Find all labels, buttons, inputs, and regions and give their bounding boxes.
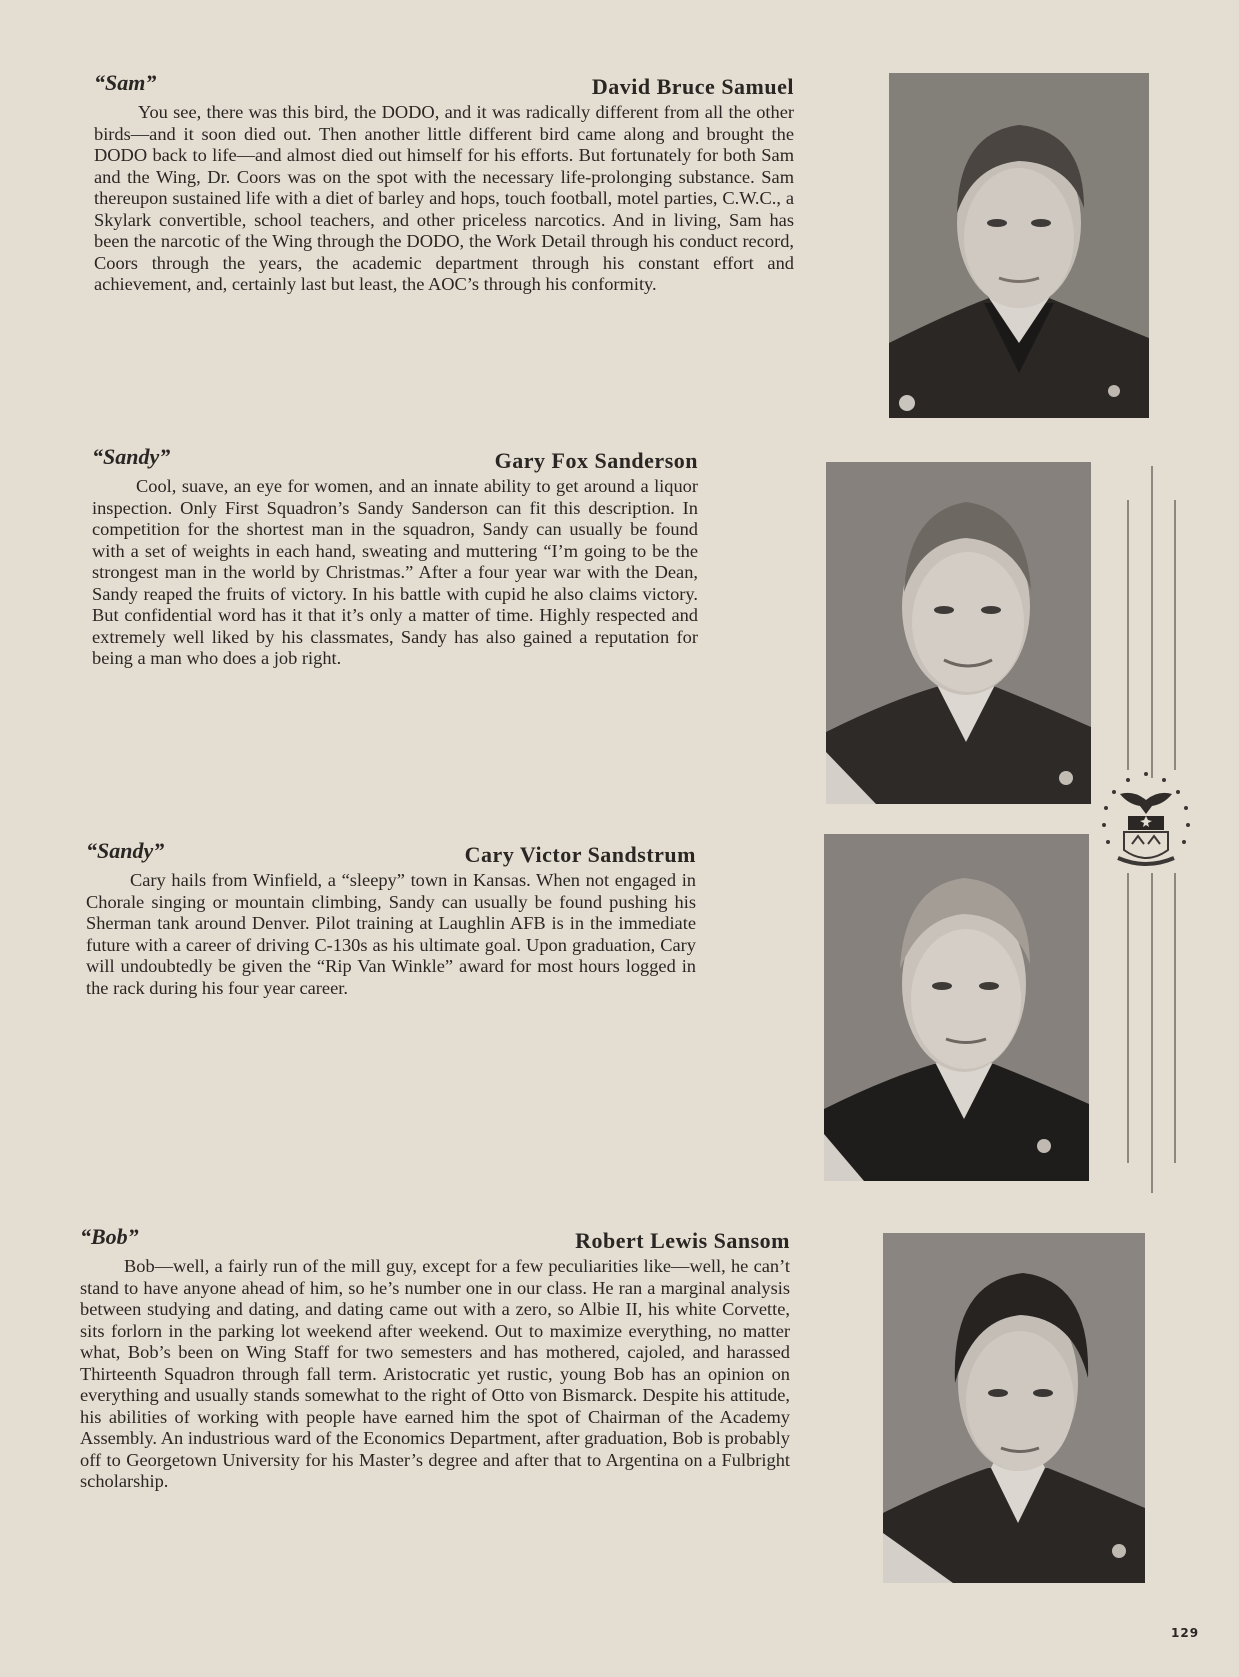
nickname: “Bob”: [80, 1224, 139, 1249]
cadet-name: Robert Lewis Sansom: [575, 1228, 790, 1253]
decorative-rule: [1174, 873, 1176, 1163]
cadet-entry-sanderson: [92, 444, 698, 744]
air-force-academy-crest-icon: [1098, 770, 1194, 880]
biography: You see, there was this bird, the DODO, and it was radically different from all the other birds—and it soon died out. Then another little different bird came along and brought the DODO back to life—and almost died out himself for his efforts. But fortunately for both Sam and the Wing, Dr. Coors was on the spot with the necessary life-prolonging substance. Sam thereupon sustained life with a diet of barley and hops, touch football, motel parties, C.W.C., a Skylark convertible, school teachers, and other priceless narcotics. And in living, Sam has been the narcotic of the Wing through the DODO, the Work Detail through his conduct record, Coors through the years, the academic department through his constant effort and achievement, and, certainly last but least, the AOC’s through his conformity.: [94, 102, 794, 294]
portrait-photo-samuel: [889, 73, 1149, 418]
cadet-name: Gary Fox Sanderson: [494, 448, 698, 473]
decorative-rule: [1127, 873, 1129, 1163]
portrait-photo-sansom: [883, 1233, 1145, 1583]
page-number: 129: [1171, 1626, 1200, 1640]
nickname: “Sandy”: [92, 444, 171, 469]
cadet-name: David Bruce Samuel: [591, 74, 794, 99]
cadet-entry-samuel: [94, 70, 794, 370]
cadet-name: Cary Victor Sandstrum: [464, 842, 696, 867]
decorative-rule: [1151, 466, 1153, 778]
decorative-rule: [1174, 500, 1176, 770]
nickname: “Sam”: [94, 70, 157, 95]
biography: Bob—well, a fairly run of the mill guy, except for a few peculiarities like—well, he can’t stand to have anyone ahead of him, so he’s number one in our class. He ran a marginal analysis between studying and dating, and dating came out with a zero, so Albie II, his white Corvette, sits forlorn in the parking lot weekend after weekend. Out to maximize everything, no matter what, Bob’s been on Wing Staff for two semesters and has mothered, cajoled, and harassed Thirteenth Squadron through fall term. Aristocratic yet rustic, young Bob has an opinion on everything and usually stands somewhat to the right of Otto von Bismarck. Despite his attitude, his abilities of working with people have earned him the spot of Chairman of the Academy Assembly. An industrious ward of the Economics Department, after graduation, Bob is probably off to Georgetown University for his Master’s degree and after that to Argentina on a Fulbright scholarship.: [80, 1256, 790, 1491]
decorative-rule: [1127, 500, 1129, 770]
decorative-rule: [1151, 873, 1153, 1193]
cadet-entry-sansom: [80, 1224, 790, 1564]
portrait-photo-sandstrum: [824, 834, 1089, 1181]
portrait-photo-sanderson: [826, 462, 1091, 804]
biography: Cary hails from Winfield, a “sleepy” town in Kansas. When not engaged in Chorale singing or mountain climbing, Sandy can usually be found pushing his Sherman tank around Denver. Pilot training at Laughlin AFB is in the immediate future with a career of driving C-130s as his ultimate goal. Upon graduation, Cary will undoubtedly be given the “Rip Van Winkle” award for most hours logged in the rack during his four year career.: [86, 870, 696, 998]
biography: Cool, suave, an eye for women, and an innate ability to get around a liquor inspection. Only First Squadron’s Sandy Sanderson can fit this description. In competition for the shortest man in the squadron, Sandy can usually be found with a set of weights in each hand, sweating and muttering “I’m going to be the strongest man in the world by Christmas.” After a four year war with the Dean, Sandy reaped the fruits of victory. In his battle with cupid he also claims victory. But confidential word has it that it’s only a matter of time. Highly respected and extremely well liked by his classmates, Sandy has also gained a reputation for being a man who does a job right.: [92, 476, 698, 668]
nickname: “Sandy”: [86, 838, 165, 863]
cadet-entry-sandstrum: [86, 838, 696, 1078]
